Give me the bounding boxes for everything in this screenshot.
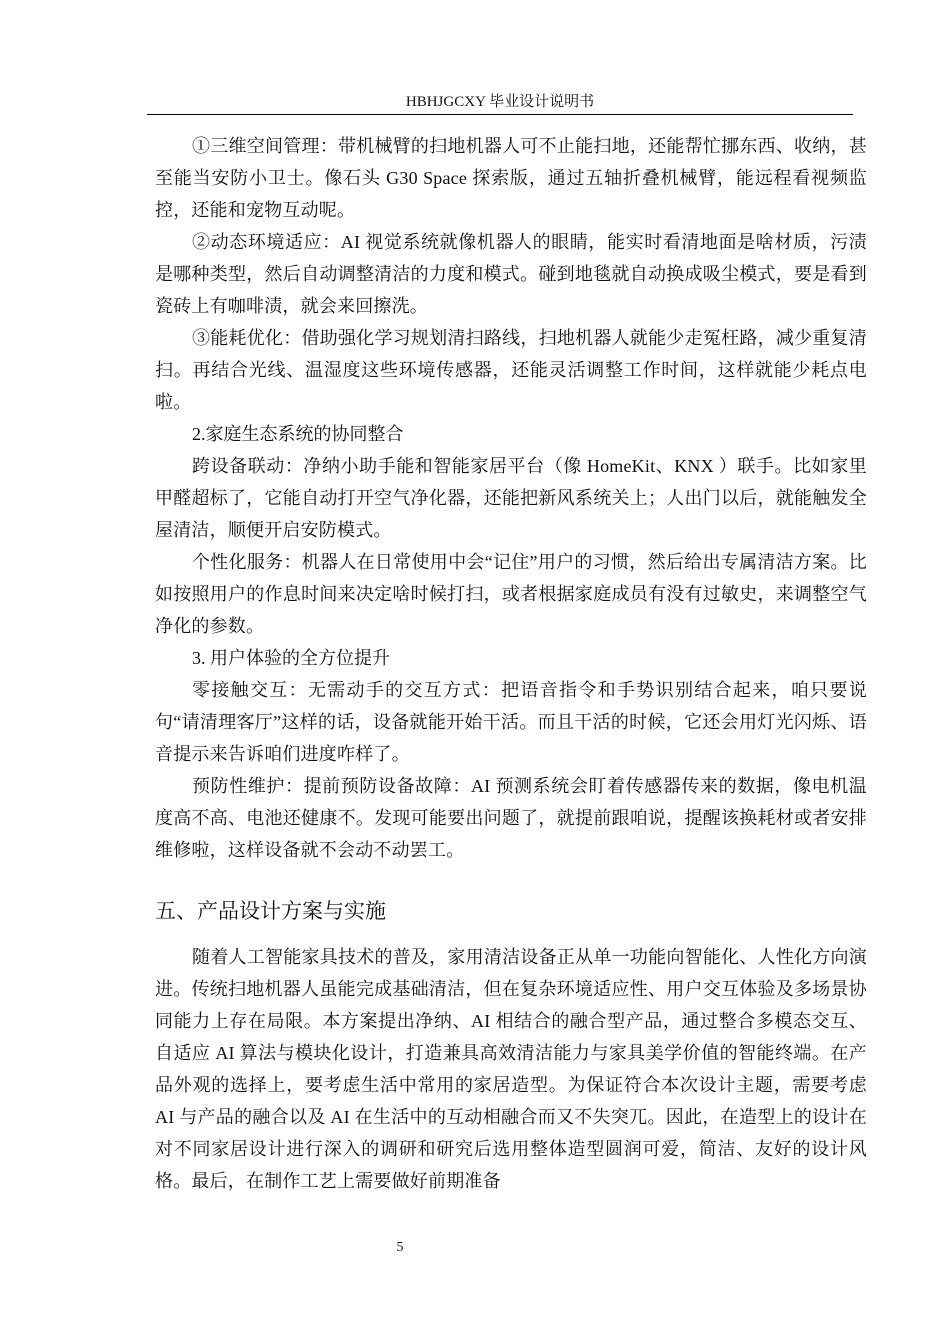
paragraph-design-plan: 随着人工智能家具技术的普及，家用清洁设备正从单一功能向智能化、人性化方向演进。传统扫地机器人虽能完成基础清洁，但在复杂环境适应性、用户交互体验及多场景协同能力上存在局限。本方案提出净纳、AI 相结合的融合型产品，通过整合多模态交互、自适应 AI 算法与模块化设计，打造兼具高效清洁能力与家具美学价值的智能终端。在产品外观的选择上，要考虑生活中常用的家居造型。为保证符合本次设计主题，需要考虑 AI 与产品的融合以及 AI 在生活中的互动相融合而又不失突兀。因此，在造型上的设计在对不同家居设计进行深入的调研和研究后选用整体造型圆润可爱，简洁、友好的设计风格。最后，在制作工艺上需要做好前期准备 bbox=[155, 947, 867, 1191]
section-title: 五、产品设计方案与实施 bbox=[155, 899, 386, 923]
paragraph-dynamic-environment: ②动态环境适应：AI 视觉系统就像机器人的眼睛，能实时看清地面是啥材质，污渍是哪种类型，然后自动调整清洁的力度和模式。碰到地毯就自动换成吸尘模式，要是看到瓷砖上有咖啡渍，就会来回擦洗。 bbox=[155, 232, 867, 316]
paragraph-energy-optimization: ③能耗优化：借助强化学习规划清扫路线，扫地机器人就能少走冤枉路，减少重复清扫。再结合光线、温湿度这些环境传感器，还能灵活调整工作时间，这样就能少耗点电啦。 bbox=[155, 328, 867, 412]
paragraph-cross-device: 跨设备联动：净纳小助手能和智能家居平台（像 HomeKit、KNX ）联手。比如家里甲醛超标了，它能自动打开空气净化器，还能把新风系统关上；人出门以后，就能触发全屋清洁，顺便开启安防模式。 bbox=[155, 456, 867, 540]
paragraph-personalized-service: 个性化服务：机器人在日常使用中会“记住”用户的习惯，然后给出专属清洁方案。比如按照用户的作息时间来决定啥时候打扫，或者根据家庭成员有没有过敏史，来调整空气净化的参数。 bbox=[155, 552, 867, 636]
header-divider bbox=[147, 114, 853, 115]
spacer bbox=[155, 927, 867, 941]
subheading-user-experience: 3. 用户体验的全方位提升 bbox=[192, 648, 390, 668]
paragraph-preventive-maintenance: 预防性维护：提前预防设备故障：AI 预测系统会盯着传感器传来的数据，像电机温度高不高、电池还健康不。发现可能要出问题了，就提前跟咱说，提醒该换耗材或者安排维修啦，这样设备就不会动不动罢工。 bbox=[155, 776, 867, 860]
paragraph-3d-space-management: ①三维空间管理：带机械臂的扫地机器人可不止能扫地，还能帮忙挪东西、收纳，甚至能当安防小卫士。像石头 G30 Space 探索版，通过五轴折叠机械臂，能远程看视频监控，还能和宠物互动呢。 bbox=[155, 136, 867, 220]
paragraph-zero-touch: 零接触交互：无需动手的交互方式：把语音指令和手势识别结合起来，咱只要说句“请清理客厅”这样的话，设备就能开始干活。而且干活的时候，它还会用灯光闪烁、语音提示来告诉咱们进度咋样了。 bbox=[155, 680, 867, 764]
spacer bbox=[155, 866, 867, 895]
document-body bbox=[155, 130, 867, 1197]
page-number: 5 bbox=[396, 1240, 404, 1255]
subheading-home-ecosystem: 2.家庭生态系统的协同整合 bbox=[192, 424, 404, 444]
page-header: HBHJGCXY 毕业设计说明书 bbox=[405, 94, 595, 110]
